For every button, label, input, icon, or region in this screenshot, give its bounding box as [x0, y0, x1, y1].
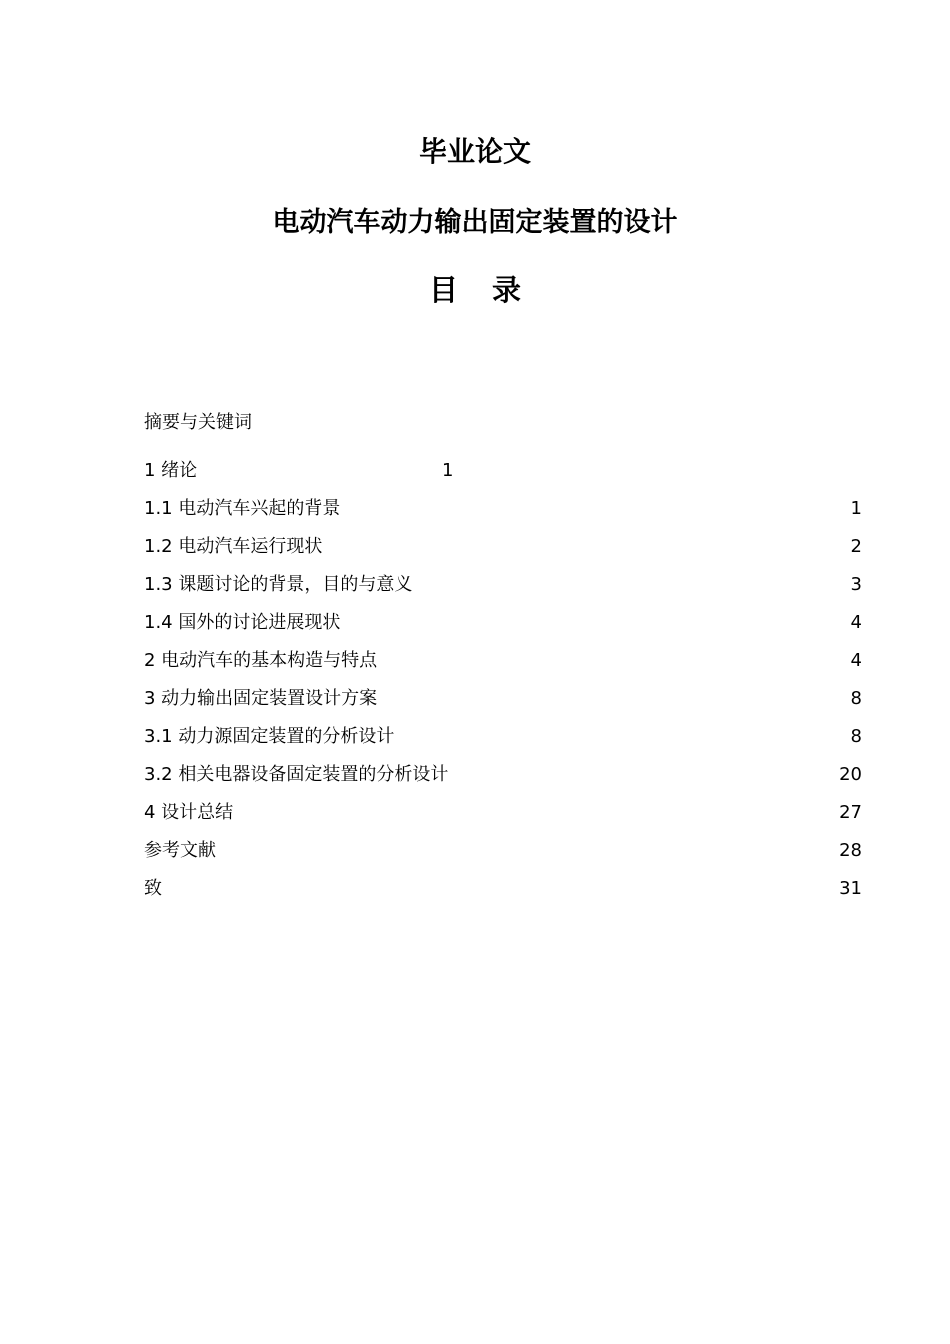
toc-entry-label: 1 绪论: [144, 460, 198, 481]
toc-entry[interactable]: [144, 642, 862, 680]
toc-entry[interactable]: [144, 832, 862, 870]
toc-entry-page: 2: [850, 536, 862, 557]
toc-entry-page: 20: [839, 764, 862, 785]
toc-entry-label: 1.3 课题讨论的背景，目的与意义: [144, 574, 413, 595]
toc-entry-label: 2 电动汽车的基本构造与特点: [144, 650, 378, 671]
thesis-title: 电动汽车动力输出固定装置的设计: [272, 207, 678, 238]
toc-entry-page: 4: [850, 650, 862, 671]
toc-entry[interactable]: [144, 452, 862, 490]
toc-entry-page: 8: [850, 726, 862, 747]
toc-entry-page: 28: [839, 840, 862, 861]
toc-entry[interactable]: [144, 490, 862, 528]
toc-entry[interactable]: [144, 566, 862, 604]
toc-entry-label: 致: [144, 878, 162, 899]
toc-entry-page: 3: [850, 574, 862, 595]
toc-entry-label: 1.2 电动汽车运行现状: [144, 536, 323, 557]
toc-entry-page: 31: [839, 878, 862, 899]
toc-entry-label: 4 设计总结: [144, 802, 234, 823]
toc-entry-page: 1: [442, 460, 454, 481]
toc-entry-page: 8: [850, 688, 862, 709]
toc-entry-label: 3.1 动力源固定装置的分析设计: [144, 726, 395, 747]
toc-entry[interactable]: [144, 604, 862, 642]
toc-entry[interactable]: [144, 528, 862, 566]
toc-abstract-keywords: 摘要与关键词: [144, 412, 252, 433]
toc-entry[interactable]: [144, 680, 862, 718]
toc-entry[interactable]: [144, 794, 862, 832]
toc-entry-page: 1: [850, 498, 862, 519]
toc-entry-page: 27: [839, 802, 862, 823]
document-type-heading: 毕业论文: [418, 135, 531, 168]
toc-entry-label: 参考文献: [144, 840, 216, 861]
toc-entry[interactable]: [144, 756, 862, 794]
table-of-contents: [144, 405, 862, 908]
toc-entry-label: 1.1 电动汽车兴起的背景: [144, 498, 341, 519]
toc-entry-label: 1.4 国外的讨论进展现状: [144, 612, 341, 633]
toc-entry-label: 3.2 相关电器设备固定装置的分析设计: [144, 764, 449, 785]
toc-entry-page: 4: [850, 612, 862, 633]
toc-entry-label: 3 动力输出固定装置设计方案: [144, 688, 378, 709]
toc-title: 目录: [428, 273, 555, 307]
toc-entry[interactable]: [144, 718, 862, 756]
toc-entry[interactable]: [144, 870, 862, 908]
